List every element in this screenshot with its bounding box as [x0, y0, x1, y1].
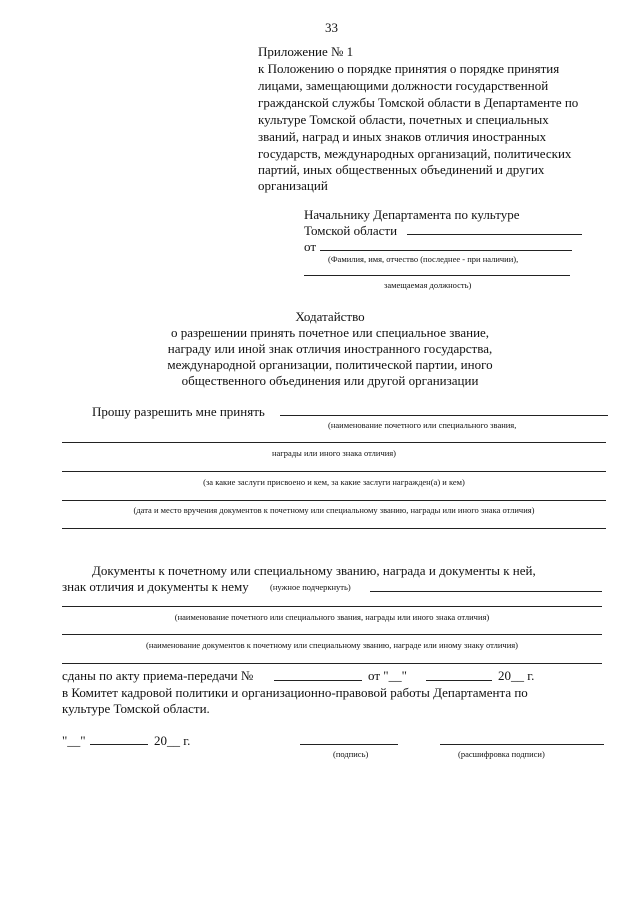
document-title: Ходатайство [295, 309, 365, 324]
act-month-underline [426, 680, 492, 681]
appendix-line: лицами, замещающими должности государственной [258, 78, 549, 93]
request-underline [62, 528, 606, 529]
title-line: общественного объединения или другой организации [181, 373, 479, 388]
documents-line: знак отличия и документы к нему [62, 579, 249, 594]
request-text: Прошу разрешить мне принять [92, 404, 265, 419]
act-line: в Комитет кадровой политики и организационно-правовой работы Департамента по [62, 685, 528, 700]
from-underline [320, 250, 572, 251]
caption-position: замещаемая должность) [384, 280, 472, 290]
request-underline [62, 471, 606, 472]
request-caption: (наименование почетного или специального звания, [328, 420, 517, 430]
appendix-line: партий, иных общественных объединений и других [258, 162, 545, 177]
underline-note: (нужное подчеркнуть) [270, 582, 351, 592]
act-number-underline [274, 680, 362, 681]
appendix-line: культуре Томской области, почетных и специальных [258, 112, 549, 127]
from-label: от [304, 239, 317, 254]
request-underline [280, 415, 608, 416]
decode-underline [440, 744, 604, 745]
documents-caption: (наименование почетного или специального звания, награды или иного знака отличия) [174, 612, 490, 622]
addressee-underline [407, 234, 582, 235]
caption-signature: (подпись) [333, 749, 369, 759]
caption-decode: (расшифровка подписи) [458, 749, 545, 759]
addressee-line: Томской области [304, 223, 398, 238]
request-caption: награды или иного знака отличия) [271, 448, 397, 458]
title-line: награду или иной знак отличия иностранного государства, [167, 341, 493, 356]
sign-month-underline [90, 744, 148, 745]
documents-underline [370, 591, 602, 592]
documents-line: Документы к почетному или специальному званию, награда и документы к ней, [92, 563, 536, 578]
request-caption: (дата и место вручения документов к почетному или специальному званию, награды или иного знака отличия) [133, 505, 535, 515]
sign-date-year: 20__ г. [154, 733, 191, 748]
request-underline [62, 500, 606, 501]
sign-date-day: "__" [62, 733, 86, 748]
request-underline [62, 442, 606, 443]
addressee-line: Начальнику Департамента по культуре [304, 207, 520, 222]
position-underline [304, 275, 570, 276]
act-date-day: от "__" [368, 668, 407, 683]
act-prefix: сданы по акту приема-передачи № [62, 668, 254, 683]
documents-underline [62, 634, 602, 635]
appendix-line: гражданской службы Томской области в Департаменте по [258, 95, 579, 110]
appendix-line: государств, международных организаций, политических [258, 146, 572, 161]
appendix-line: к Положению о порядке принятия о порядке принятия [258, 61, 560, 76]
appendix-title: Приложение № 1 [258, 44, 354, 59]
caption-fio: (Фамилия, имя, отчество (последнее - при наличии), [328, 254, 519, 264]
request-caption: (за какие заслуги присвоено и кем, за какие заслуги награжден(а) и кем) [203, 477, 465, 487]
act-line: культуре Томской области. [62, 701, 210, 716]
title-line: о разрешении принять почетное или специальное звание, [170, 325, 490, 340]
documents-underline [62, 606, 602, 607]
appendix-line: организаций [258, 178, 328, 193]
documents-caption: (наименование документов к почетному или специальному званию, награде или иному знаку отличия) [146, 640, 518, 650]
appendix-line: званий, наград и иных знаков отличия иностранных [258, 129, 547, 144]
documents-underline [62, 663, 602, 664]
title-line: международной организации, политической партии, иного [167, 357, 493, 372]
page-number: 33 [325, 20, 338, 35]
act-date-year: 20__ г. [498, 668, 535, 683]
signature-underline [300, 744, 398, 745]
